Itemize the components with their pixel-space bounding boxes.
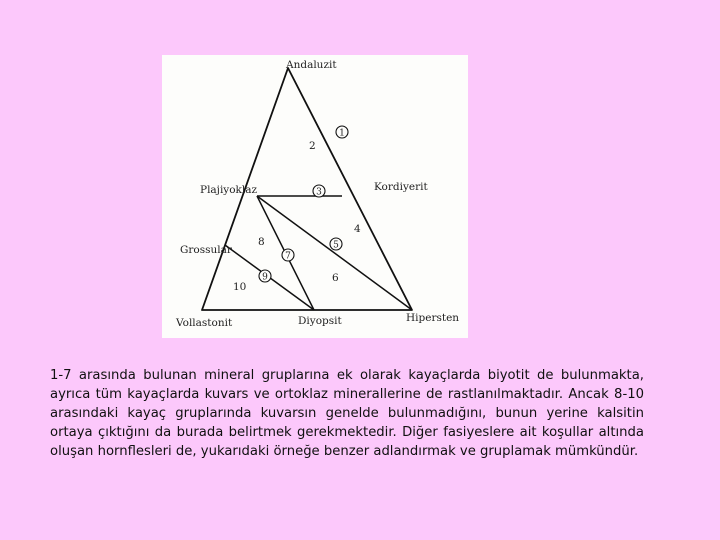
vertex-label-plajiyoklaz: Plajiyoklaz bbox=[200, 184, 258, 196]
field-number-10: 10 bbox=[233, 281, 247, 293]
vertex-label-vollastonit: Vollastonit bbox=[176, 317, 233, 329]
field-number-6: 6 bbox=[332, 272, 339, 284]
field-number-2: 2 bbox=[309, 140, 316, 152]
field-number-4: 4 bbox=[354, 223, 361, 235]
vertex-label-kordiyerit: Kordiyerit bbox=[374, 181, 428, 193]
vertex-label-hipersten: Hipersten bbox=[406, 312, 460, 324]
circled-number-1: 1 bbox=[339, 128, 345, 139]
circled-number-3: 3 bbox=[316, 187, 322, 198]
circled-number-7: 7 bbox=[285, 251, 291, 262]
tie-line-plajiyoklaz-hipersten bbox=[257, 196, 412, 310]
caption-paragraph: 1-7 arasında bulunan mineral gruplarına ek olarak kayaçlarda biyotit de bulunmakta, ayrıca tüm kayaçlarda kuvars ve ortoklaz minerallerine de rastlanılmaktadır. Ancak 8-10 arasındaki kayaç gruplarında kuvarsın genelde bulunmadığını, bunun yerine kalsitin ortaya çıktığını da burada belirtmek gerekmektedir. Diğer fasiyeslere ait koşullar altında oluşan hornflesleri de, yukarıdaki örneğe benzer adlandırmak ve gruplamak mümkündür. bbox=[50, 368, 644, 459]
circled-number-5: 5 bbox=[333, 240, 339, 251]
diagram-svg bbox=[162, 55, 468, 338]
field-number-8: 8 bbox=[258, 236, 265, 248]
acf-phase-diagram bbox=[162, 55, 468, 338]
vertex-label-andaluzit: Andaluzit bbox=[286, 59, 337, 71]
vertex-label-diyopsit: Diyopsit bbox=[298, 315, 342, 327]
vertex-label-grossular: Grossular bbox=[180, 244, 232, 256]
circled-number-9: 9 bbox=[262, 272, 268, 283]
